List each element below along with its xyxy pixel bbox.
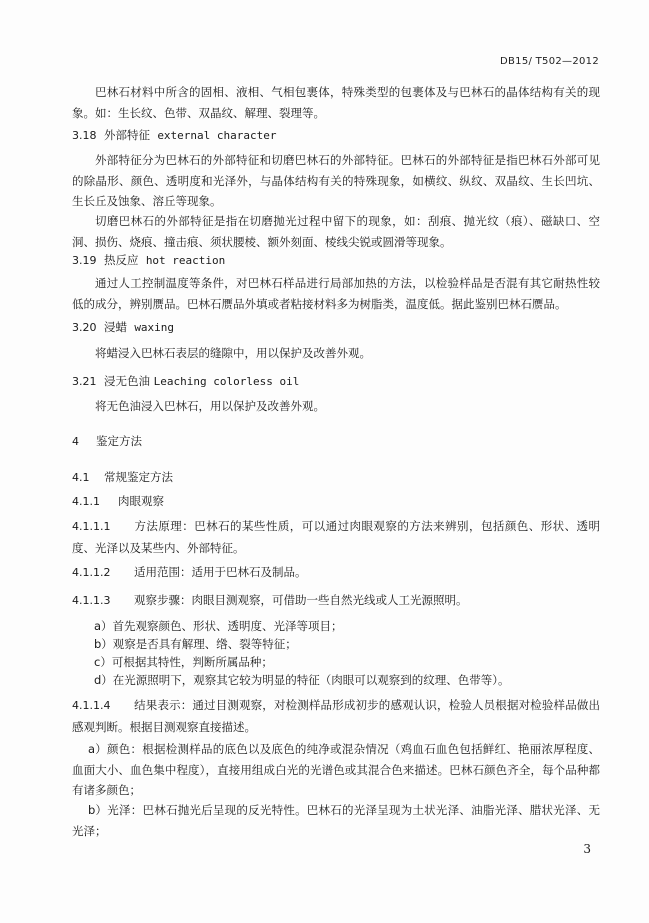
section-number: 3.18 bbox=[72, 129, 97, 142]
section-number: 3.21 bbox=[72, 375, 97, 388]
clause-text: 观察步骤：肉眼目测观察，可借助一些自然光线或人工光源照明。 bbox=[134, 593, 468, 607]
section-3-21-para: 将无色油浸入巴林石，用以保护及改善外观。 bbox=[95, 399, 325, 413]
clause-text: 结果表示：通过目测观察，对检测样品形成初步的感观认识，检验人员根据对检验样品做出感观判断。根据目测观察直接描述。 bbox=[72, 698, 600, 734]
clause-4-1-1-1 bbox=[72, 516, 600, 558]
clause-number: 4.1.1.3 bbox=[72, 594, 111, 607]
clause-text: 适用范围：适用于巴林石及制品。 bbox=[134, 565, 307, 579]
clause-number: 4.1.1.4 bbox=[72, 699, 111, 712]
section-3-18-para-2: 切磨巴林石的外部特征是指在切磨抛光过程中留下的现象，如：刮痕、抛光纹（痕）、磁缺口、空洞、损伤、烧痕、撞击痕、须状腰棱、额外刻面、棱线尖锐或圆滑等现象。 bbox=[72, 214, 600, 249]
section-3-20-heading bbox=[72, 318, 174, 337]
section-title-cn: 外部特征 bbox=[104, 128, 150, 142]
section-title-en: waxing bbox=[134, 321, 175, 334]
section-number: 3.19 bbox=[72, 254, 97, 267]
clause-number: 4.1.1.1 bbox=[72, 520, 111, 533]
list-item: b）观察是否具有解理、绺、裂等特征； bbox=[94, 637, 297, 651]
clause-4-1-1-4-item-b: b）光泽：巴林石抛光后呈现的反光特性。巴林石的光泽呈现为土状光泽、油脂光泽、腊状光泽、无光泽； bbox=[72, 803, 600, 838]
section-number: 4 bbox=[72, 435, 79, 448]
section-title-en: external character bbox=[157, 129, 277, 142]
list-item: c）可根据其特性，判断所属品种； bbox=[94, 655, 273, 669]
clause-text: 方法原理：巴林石的某些性质，可以通过肉眼观察的方法来辨别，包括颜色、形状、透明度、光泽以及某些内、外部特征。 bbox=[72, 519, 600, 555]
section-4-1-heading bbox=[72, 468, 173, 487]
section-title-cn: 热反应 bbox=[104, 253, 139, 267]
section-3-19-heading bbox=[72, 251, 225, 270]
clause-4-1-1-4-item-a: a）颜色：根据检测样品的底色以及底色的纯净或混杂情况（鸡血石血色包括鲜红、艳丽浓厚程度、血面大小、血色集中程度），直接用组成白光的光谱色或其混合色来描述。巴林石颜色齐全，每个品种都有诸多颜色； bbox=[72, 742, 600, 797]
section-title: 鉴定方法 bbox=[96, 434, 142, 448]
section-3-21-heading bbox=[72, 372, 299, 391]
section-4-heading bbox=[72, 432, 142, 451]
section-number: 4.1.1 bbox=[72, 495, 100, 508]
standard-code: DB15/ T502—2012 bbox=[500, 56, 599, 67]
section-title: 常规鉴定方法 bbox=[104, 470, 173, 484]
list-item: a）首先观察颜色、形状、透明度、光泽等项目； bbox=[94, 619, 343, 633]
clause-4-1-1-3 bbox=[72, 590, 600, 612]
section-number: 4.1 bbox=[72, 471, 90, 484]
section-3-18-heading bbox=[72, 126, 277, 145]
section-3-19-para: 通过人工控制温度等条件，对巴林石样品进行局部加热的方法，以检验样品是否混有其它耐热性较低的成分，辨别赝品。巴林石赝品外填或者粘接材料多为树脂类，温度低。据此鉴别巴林石赝品。 bbox=[72, 276, 600, 311]
section-4-1-1-heading bbox=[72, 492, 164, 511]
section-title-cn: 浸无色油 bbox=[104, 374, 150, 388]
section-title-en: hot reaction bbox=[145, 254, 226, 267]
clause-number: 4.1.1.2 bbox=[72, 566, 111, 579]
section-number: 3.20 bbox=[72, 321, 97, 334]
page-number: 3 bbox=[583, 842, 591, 856]
section-title: 肉眼观察 bbox=[118, 494, 164, 508]
list-item: d）在光源照明下，观察其它较为明显的特征（肉眼可以观察到的纹理、色带等）。 bbox=[94, 673, 510, 687]
clause-4-1-1-2 bbox=[72, 562, 600, 584]
section-title-en: Leaching colorless oil bbox=[153, 375, 300, 388]
intro-paragraph: 巴林石材料中所含的固相、液相、气相包裹体，特殊类型的包裹体及与巴林石的晶体结构有关的现象。如：生长纹、色带、双晶纹、解理、裂理等。 bbox=[72, 85, 600, 120]
section-title-cn: 浸蜡 bbox=[104, 320, 127, 334]
clause-4-1-1-4 bbox=[72, 695, 600, 737]
section-3-18-para-1: 外部特征分为巴林石的外部特征和切磨巴林石的外部特征。巴林石的外部特征是指巴林石外部可见的除晶形、颜色、透明度和光泽外，与晶体结构有关的特殊现象，如横纹、纵纹、双晶纹、生长凹坑、生长丘及蚀象、溶丘等现象。 bbox=[72, 153, 600, 208]
section-3-20-para: 将蜡浸入巴林石表层的缝隙中，用以保护及改善外观。 bbox=[95, 346, 371, 360]
